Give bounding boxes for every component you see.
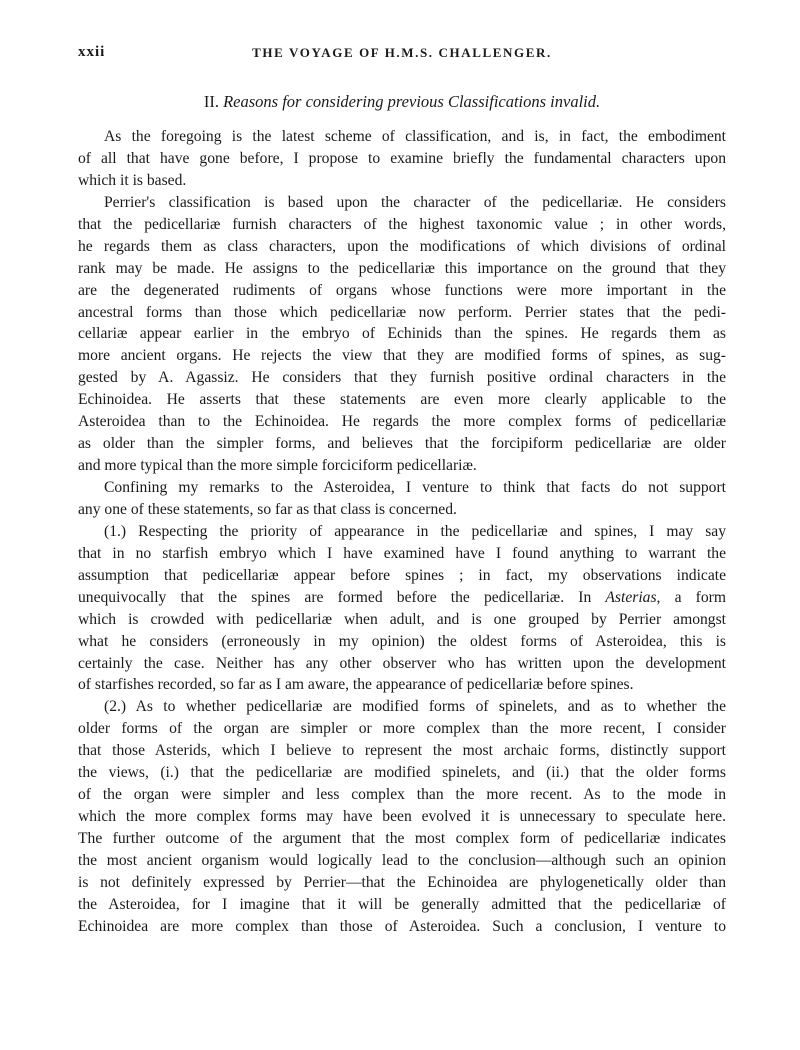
text-line: Perrier's classification is based upon the character of the pedicellariæ. He considers <box>104 193 726 211</box>
text-line: assumption that pedicellariæ appear before spines ; in fact, my observations indicate <box>78 566 726 584</box>
text-line: that those Asterids, which I believe to represent the most archaic forms, distinctly support <box>78 742 726 760</box>
running-head <box>78 44 726 64</box>
text-line: Echinoidea. He asserts that these statements are even more clearly applicable to the <box>78 391 726 409</box>
paragraph <box>78 521 726 697</box>
text-line: the views, (i.) that the pedicellariæ are modified spinelets, and (ii.) that the older forms <box>78 764 726 782</box>
text-line: are the degenerated rudiments of organs whose functions were more important in the <box>78 281 726 299</box>
text-line: certainly the case. Neither has any other observer who has written upon the development <box>78 654 726 672</box>
text-line: he regards them as class characters, upon the modifications of which divisions of ordinal <box>78 237 726 255</box>
text-line: the most ancient organism would logically lead to the conclusion—although such an opinion <box>78 851 726 869</box>
text-line: (1.) Respecting the priority of appearance in the pedicellariæ and spines, I may say <box>104 522 726 540</box>
text-line: Asteroidea than to the Echinoidea. He regards the more complex forms of pedicellariæ <box>78 413 726 431</box>
section-title: Reasons for considering previous Classifications invalid. <box>223 92 601 111</box>
section-number: II. <box>203 92 219 111</box>
text-line: of the organ were simpler and less complex than the more recent. As to the mode in <box>78 786 726 804</box>
text-line: As the foregoing is the latest scheme of classification, and is, in fact, the embodiment <box>104 128 726 145</box>
text-line: older forms of the organ are simpler or more complex than the more recent, I consider <box>78 720 726 738</box>
text-line: Confining my remarks to the Asteroidea, I venture to think that facts do not support <box>104 479 726 496</box>
text-line: is not definitely expressed by Perrier—that the Echinoidea are phylogenetically older than <box>78 873 726 891</box>
paragraph <box>78 192 726 477</box>
text-line-with-italic <box>78 587 726 609</box>
text-line: as older than the simpler forms, and believes that the forcipiform pedicellariæ are older <box>78 435 726 453</box>
paragraph <box>78 477 726 521</box>
genus-name: Asterias <box>605 588 657 606</box>
running-title: THE VOYAGE OF H.M.S. CHALLENGER. <box>252 45 552 60</box>
text-line: which is crowded with pedicellariæ when adult, and is one grouped by Perrier amongst <box>78 610 726 628</box>
text-line: what he considers (erroneously in my opinion) the oldest forms of Asteroidea, this is <box>78 632 726 650</box>
text-line: The further outcome of the argument that the most complex form of pedicellariæ indicates <box>78 830 726 847</box>
text-line: of all that have gone before, I propose to examine briefly the fundamental characters upon <box>78 149 726 167</box>
paragraph <box>78 696 726 937</box>
text-run: unequivocally that the spines are formed before the pedicellariæ. In Asterias, a form <box>78 588 726 606</box>
text-line: of starfishes recorded, so far as I am aware, the appearance of pedicellariæ before spines. <box>78 676 634 694</box>
text-line: cellariæ appear earlier in the embryo of Echinids than the spines. He regards them as <box>78 325 726 343</box>
text-line: and more typical than the more simple forciciform pedicellariæ. <box>78 457 477 475</box>
text-line: that in no starfish embryo which I have examined have I found anything to warrant the <box>78 544 726 562</box>
paragraph <box>78 126 726 192</box>
text-line: gested by A. Agassiz. He considers that they furnish positive ordinal characters in the <box>78 369 726 387</box>
section-heading <box>78 92 726 112</box>
text-line: ancestral forms than those which pedicellariæ now perform. Perrier states that the pedi- <box>78 303 726 321</box>
text-line: that the pedicellariæ furnish characters of the highest taxonomic value ; in other words, <box>78 215 726 233</box>
text-line: rank may be made. He assigns to the pedicellariæ this importance on the ground that they <box>78 259 726 277</box>
text-line: which it is based. <box>78 171 187 189</box>
body-text <box>78 126 726 938</box>
text-line: (2.) As to whether pedicellariæ are modified forms of spinelets, and as to whether the <box>104 698 726 716</box>
text-line: any one of these statements, so far as that class is concerned. <box>78 500 457 518</box>
text-line: which the more complex forms may have been evolved it is unnecessary to speculate here. <box>78 808 726 826</box>
text-line: more ancient organs. He rejects the view that they are modified forms of spines, as sug- <box>78 347 726 365</box>
page-number: xxii <box>78 44 106 60</box>
text-line: the Asteroidea, for I imagine that it will be generally admitted that the pedicellariæ of <box>78 895 726 913</box>
text-line: Echinoidea are more complex than those of Asteroidea. Such a conclusion, I venture to <box>78 917 726 935</box>
